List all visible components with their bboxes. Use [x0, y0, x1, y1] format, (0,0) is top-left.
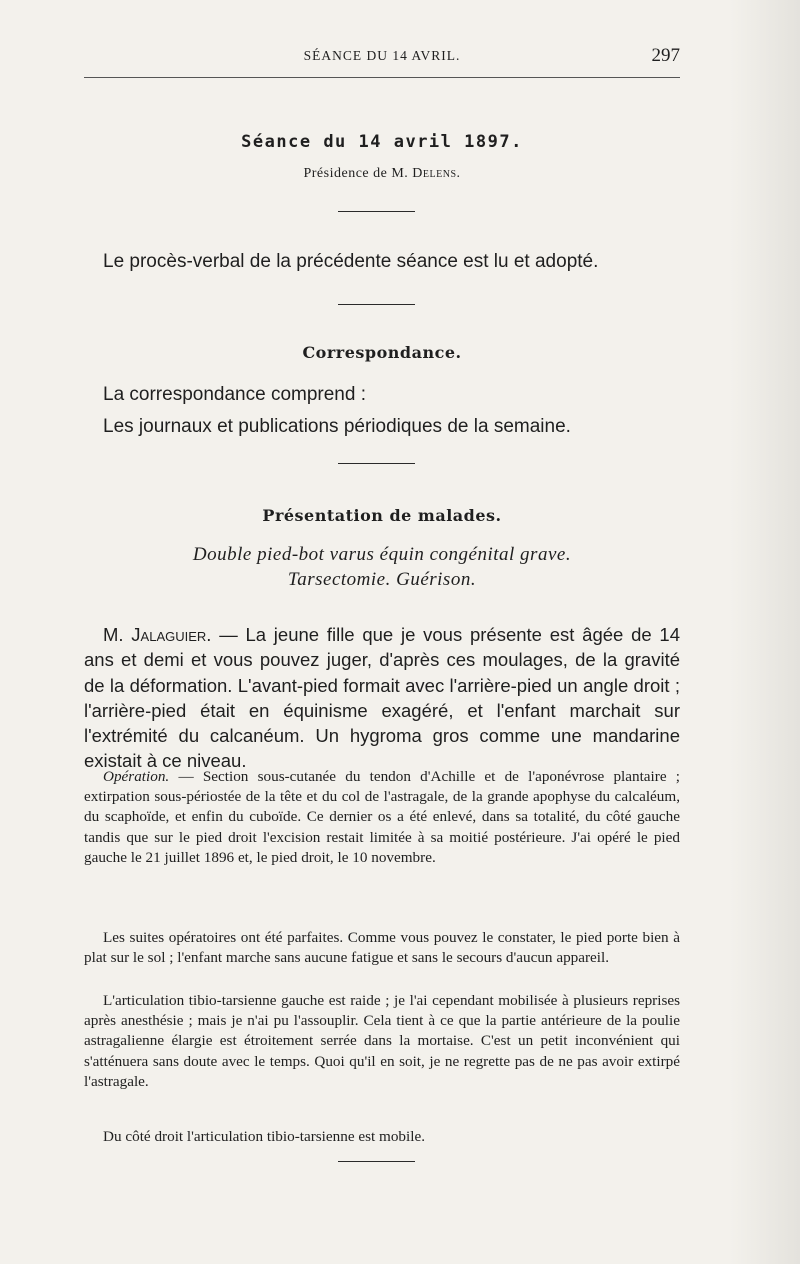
- intro-text: — La jeune fille que je vous présente est âgée de 14 ans et demi et vous pouvez juger, d'après ces moulages, de la gravité de la déformation. L'avant-pied formait avec l'arrière-pied un angle droit ; l'arrière-pied était en équinisme exagéré, et l'enfant marchait sur l'extrémité du calcanéum. Un hygroma gros comme une mandarine existait à ce niveau.: [84, 624, 681, 772]
- presidency-suffix: .: [456, 166, 461, 181]
- operation-text: — Section sous-cutanée du tendon d'Achille et de l'aponévrose plantaire ; extirpation sous-périostée de la tête et du col de l'astragale, de la grande apophyse du calcaléum, du scaphoïde, et enfin du cuboïde. Ce dernier os a été enlevé, dans sa totalité, du côté gauche tandis que sur le pied droit l'excision restait limitée à sa moitié postérieure. J'ai opéré le pied gauche le 21 juillet 1896 et, le pied droit, le 10 novembre.: [84, 768, 680, 866]
- running-head: [84, 45, 680, 69]
- president-name: Delens: [412, 166, 457, 181]
- correspondence-line-1: La correspondance comprend :: [103, 384, 366, 405]
- page-edge-shadow: [730, 0, 800, 1264]
- running-title: SÉANCE DU 14 AVRIL.: [303, 48, 461, 63]
- header-rule: [84, 77, 680, 78]
- section-rule-4: [338, 1161, 415, 1162]
- articulation-left-paragraph: L'articulation tibio-tarsienne gauche est raide ; je l'ai cependant mobilisée à plusieurs reprises après anesthésie ; mais je n'ai pu l'assouplir. Cela tient à ce que la partie antérieure de la poulie astragalienne élargie est étroitement serrée dans la mortaise. C'est un petit inconvénient qui s'atténuera sans doute avec le temps. Quoi qu'il en soit, je ne regrette pas de ne pas avoir extirpé l'astragale.: [84, 992, 680, 1090]
- operation-paragraph: [84, 767, 680, 868]
- presentation-heading: Présentation de malades.: [262, 506, 502, 525]
- operation-label: Opération.: [103, 768, 170, 785]
- correspondence-heading: Correspondance.: [302, 343, 462, 362]
- section-rule-1: [338, 211, 415, 212]
- followup-paragraph: Les suites opératoires ont été parfaites. Comme vous pouvez le constater, le pied porte bien à plat sur le sol ; l'enfant marche sans aucune fatigue et sans le secours d'aucun appareil.: [84, 929, 680, 967]
- section-rule-3: [338, 463, 415, 464]
- session-title: Séance du 14 avril 1897.: [241, 132, 523, 152]
- intro-paragraph: [84, 622, 680, 774]
- page-number: 297: [651, 45, 680, 66]
- presidency-line: [84, 166, 680, 182]
- case-title-line-2: Tarsectomie. Guérison.: [287, 569, 477, 590]
- case-title-line-1: Double pied-bot varus équin congénital grave.: [192, 544, 572, 565]
- articulation-right-paragraph: Du côté droit l'articulation tibio-tarsienne est mobile.: [103, 1128, 426, 1145]
- section-rule-2: [338, 304, 415, 305]
- presidency-prefix: Présidence de M.: [303, 166, 413, 181]
- speaker-name: M. Jalaguier.: [103, 624, 212, 645]
- minutes-statement: Le procès-verbal de la précédente séance est lu et adopté.: [103, 251, 599, 272]
- correspondence-line-2: Les journaux et publications périodiques de la semaine.: [103, 416, 571, 437]
